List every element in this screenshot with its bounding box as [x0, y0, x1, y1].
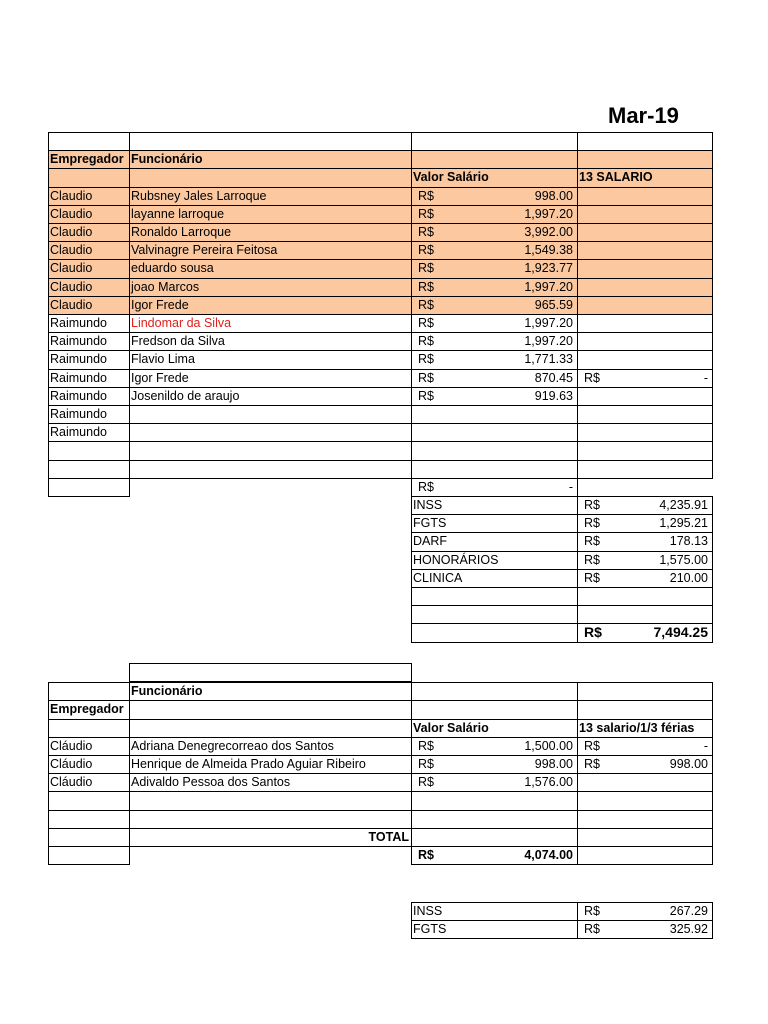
empty-cell[interactable]: [411, 460, 578, 479]
decimo-cell[interactable]: [577, 737, 713, 756]
amount-value: -: [568, 479, 573, 494]
valor-salario-cell[interactable]: [411, 332, 578, 351]
empty-cell[interactable]: [129, 441, 412, 460]
empty-cell[interactable]: [577, 587, 713, 606]
header-13-salario[interactable]: 13 SALARIO: [577, 168, 713, 187]
currency-symbol: R$: [584, 757, 600, 771]
empty-cell[interactable]: [129, 719, 412, 738]
valor-salario-cell[interactable]: [411, 278, 578, 297]
amount-value: -: [703, 738, 708, 753]
empty-cell[interactable]: [411, 810, 578, 829]
empty-cell[interactable]: [411, 150, 578, 169]
tax-label[interactable]: CLINICA: [411, 569, 578, 588]
decimo-cell[interactable]: [577, 423, 713, 442]
amount-value: 325.92: [669, 922, 708, 937]
decimo-cell[interactable]: [577, 755, 713, 774]
tax-value[interactable]: [577, 551, 713, 570]
amount-value: 998.00: [534, 757, 573, 771]
empty-cell[interactable]: [411, 132, 578, 151]
amount-value: 178.13: [669, 534, 708, 549]
valor-salario-cell[interactable]: [411, 773, 578, 792]
currency-symbol: R$: [584, 624, 602, 641]
amount-value: 1,500.00: [524, 738, 573, 753]
empty-cell[interactable]: [577, 682, 713, 701]
funcionario-cell[interactable]: Igor Frede: [129, 296, 412, 315]
currency-symbol: R$: [584, 516, 600, 531]
empty-cell[interactable]: [48, 810, 130, 829]
amount-value: 1,997.20: [524, 206, 573, 221]
currency-symbol: R$: [418, 848, 434, 862]
empty-cell[interactable]: [48, 846, 130, 865]
empty-cell[interactable]: [577, 132, 713, 151]
empregador-cell[interactable]: Raimundo: [48, 332, 130, 351]
amount-value: 3,992.00: [524, 225, 573, 239]
tax-value[interactable]: [577, 902, 713, 921]
tax-label[interactable]: FGTS: [411, 514, 578, 533]
currency-symbol: R$: [418, 297, 434, 312]
amount-value: 1,575.00: [659, 552, 708, 567]
decimo-cell[interactable]: [577, 187, 713, 206]
empregador-cell[interactable]: Claudio: [48, 241, 130, 260]
amount-value: 7,494.25: [653, 624, 708, 641]
total-2-cell[interactable]: [411, 846, 578, 865]
currency-symbol: R$: [584, 922, 600, 937]
valor-salario-cell[interactable]: [411, 737, 578, 756]
empty-cell[interactable]: [411, 700, 578, 719]
tax-value[interactable]: [577, 496, 713, 515]
currency-symbol: R$: [584, 738, 600, 753]
currency-symbol: R$: [418, 479, 434, 494]
currency-symbol: R$: [418, 352, 434, 367]
currency-symbol: R$: [584, 570, 600, 585]
decimo-cell[interactable]: [577, 205, 713, 224]
page-title: Mar-19: [608, 103, 679, 128]
amount-value: 210.00: [669, 570, 708, 585]
amount-value: 965.59: [534, 297, 573, 312]
empregador-cell[interactable]: Claudio: [48, 296, 130, 315]
empty-cell[interactable]: [48, 682, 130, 701]
decimo-cell[interactable]: [577, 223, 713, 242]
tax-label[interactable]: HONORÁRIOS: [411, 551, 578, 570]
tax-value[interactable]: [577, 532, 713, 551]
empty-cell[interactable]: [129, 791, 412, 810]
empty-cell[interactable]: [129, 132, 412, 151]
empregador-cell[interactable]: Cláudio: [48, 737, 130, 756]
currency-symbol: R$: [418, 316, 434, 330]
amount-value: 1,997.20: [524, 279, 573, 294]
decimo-cell[interactable]: [577, 773, 713, 792]
valor-salario-cell[interactable]: [411, 223, 578, 242]
currency-symbol: R$: [584, 370, 600, 385]
currency-symbol: R$: [418, 279, 434, 294]
decimo-cell[interactable]: [577, 387, 713, 406]
amount-value: 1,295.21: [659, 516, 708, 531]
funcionario-cell[interactable]: Fredson da Silva: [129, 332, 412, 351]
empregador-cell[interactable]: Cláudio: [48, 773, 130, 792]
decimo-cell[interactable]: [577, 405, 713, 424]
header-funcionario[interactable]: Funcionário: [129, 150, 412, 169]
amount-value: 267.29: [669, 904, 708, 918]
decimo-cell[interactable]: [577, 278, 713, 297]
empty-cell[interactable]: [129, 700, 412, 719]
currency-symbol: R$: [418, 370, 434, 385]
currency-symbol: R$: [418, 206, 434, 221]
amount-value: 1,923.77: [524, 261, 573, 276]
currency-symbol: R$: [418, 261, 434, 276]
header-empregador[interactable]: Empregador: [48, 150, 130, 169]
empty-cell[interactable]: [48, 168, 130, 187]
funcionario-cell[interactable]: joao Marcos: [129, 278, 412, 297]
decimo-cell[interactable]: [577, 314, 713, 333]
funcionario-cell[interactable]: Igor Frede: [129, 369, 412, 388]
valor-salario-cell[interactable]: [411, 405, 578, 424]
empregador-cell[interactable]: Claudio: [48, 259, 130, 278]
currency-symbol: R$: [418, 775, 434, 790]
empregador-cell[interactable]: Claudio: [48, 205, 130, 224]
amount-value: 4,074.00: [524, 848, 573, 862]
currency-symbol: R$: [418, 738, 434, 753]
amount-value: 1,997.20: [524, 334, 573, 349]
header-empregador-2[interactable]: Empregador: [48, 700, 130, 719]
empty-cell[interactable]: [411, 791, 578, 810]
empty-cell[interactable]: [577, 810, 713, 829]
currency-symbol: R$: [418, 243, 434, 258]
amount-value: 919.63: [534, 388, 573, 403]
empregador-cell[interactable]: Cláudio: [48, 755, 130, 774]
currency-symbol: R$: [584, 534, 600, 549]
subtotal-cell[interactable]: [411, 478, 578, 497]
header-13-salario-ferias[interactable]: 13 salario/1/3 férias: [577, 719, 713, 738]
tax-label[interactable]: FGTS: [411, 920, 578, 939]
empty-cell[interactable]: [577, 150, 713, 169]
currency-symbol: R$: [418, 188, 434, 203]
decimo-cell[interactable]: [577, 259, 713, 278]
valor-salario-cell[interactable]: [411, 369, 578, 388]
empregador-cell[interactable]: Raimundo: [48, 423, 130, 442]
valor-salario-cell[interactable]: [411, 755, 578, 774]
empty-cell[interactable]: [577, 441, 713, 460]
valor-salario-cell[interactable]: [411, 423, 578, 442]
funcionario-cell[interactable]: [129, 423, 412, 442]
empty-cell[interactable]: [129, 810, 412, 829]
amount-value: 1,771.33: [524, 352, 573, 367]
empty-cell[interactable]: [411, 441, 578, 460]
funcionario-cell[interactable]: [129, 405, 412, 424]
empty-cell[interactable]: [411, 828, 578, 847]
currency-symbol: R$: [418, 757, 434, 771]
header-funcionario-2[interactable]: Funcionário: [129, 682, 412, 701]
amount-value: 1,549.38: [524, 243, 573, 258]
empty-cell[interactable]: [48, 719, 130, 738]
tax-label[interactable]: INSS: [411, 902, 578, 921]
decimo-cell[interactable]: [577, 241, 713, 260]
empregador-cell[interactable]: Raimundo: [48, 350, 130, 369]
empty-cell[interactable]: [411, 623, 578, 642]
empty-cell[interactable]: [48, 460, 130, 479]
currency-symbol: R$: [418, 334, 434, 349]
empty-cell[interactable]: [577, 828, 713, 847]
amount-value: 1,576.00: [524, 775, 573, 790]
empty-cell[interactable]: [129, 168, 412, 187]
funcionario-cell[interactable]: layanne larroque: [129, 205, 412, 224]
empty-cell[interactable]: [411, 605, 578, 624]
currency-symbol: R$: [418, 225, 434, 239]
total-label[interactable]: TOTAL: [129, 828, 412, 847]
decimo-cell[interactable]: [577, 350, 713, 369]
valor-salario-cell[interactable]: [411, 205, 578, 224]
funcionario-cell[interactable]: Valvinagre Pereira Feitosa: [129, 241, 412, 260]
empty-cell[interactable]: [48, 132, 130, 151]
valor-salario-cell[interactable]: [411, 241, 578, 260]
empregador-cell[interactable]: Raimundo: [48, 405, 130, 424]
empregador-cell[interactable]: Claudio: [48, 187, 130, 206]
empty-cell[interactable]: [129, 460, 412, 479]
currency-symbol: R$: [418, 388, 434, 403]
grand-total-cell[interactable]: [577, 623, 713, 642]
header-valor-salario[interactable]: Valor Salário: [411, 168, 578, 187]
empty-cell[interactable]: [48, 441, 130, 460]
empty-cell[interactable]: [411, 682, 578, 701]
empty-cell[interactable]: [129, 663, 412, 682]
empty-cell[interactable]: [577, 846, 713, 865]
amount-value: 1,997.20: [524, 316, 573, 330]
funcionario-cell[interactable]: Henrique de Almeida Prado Aguiar Ribeiro: [129, 755, 412, 774]
valor-salario-cell[interactable]: [411, 259, 578, 278]
currency-symbol: R$: [584, 904, 600, 918]
funcionario-cell[interactable]: Rubsney Jales Larroque: [129, 187, 412, 206]
valor-salario-cell[interactable]: [411, 187, 578, 206]
empty-cell[interactable]: [577, 605, 713, 624]
amount-value: 998.00: [534, 188, 573, 203]
decimo-cell[interactable]: [577, 332, 713, 351]
empty-cell[interactable]: [48, 828, 130, 847]
empty-cell[interactable]: [577, 700, 713, 719]
currency-symbol: R$: [584, 498, 600, 512]
empty-cell[interactable]: [577, 460, 713, 479]
funcionario-cell[interactable]: Lindomar da Silva: [129, 314, 412, 333]
empty-cell[interactable]: [48, 791, 130, 810]
funcionario-cell[interactable]: Josenildo de araujo: [129, 387, 412, 406]
funcionario-cell[interactable]: Flavio Lima: [129, 350, 412, 369]
amount-value: 4,235.91: [659, 498, 708, 512]
empregador-cell[interactable]: Claudio: [48, 223, 130, 242]
valor-salario-cell[interactable]: [411, 296, 578, 315]
valor-salario-cell[interactable]: [411, 314, 578, 333]
funcionario-cell[interactable]: Adriana Denegrecorreao dos Santos: [129, 737, 412, 756]
decimo-cell[interactable]: [577, 296, 713, 315]
empregador-cell[interactable]: Raimundo: [48, 387, 130, 406]
amount-value: 870.45: [534, 370, 573, 385]
empregador-cell[interactable]: Raimundo: [48, 314, 130, 333]
empty-cell[interactable]: [48, 478, 130, 497]
tax-label[interactable]: INSS: [411, 496, 578, 515]
currency-symbol: R$: [584, 552, 600, 567]
header-valor-salario-2[interactable]: Valor Salário: [411, 719, 578, 738]
empregador-cell[interactable]: Claudio: [48, 278, 130, 297]
amount-value: 998.00: [669, 757, 708, 771]
empty-cell[interactable]: [577, 791, 713, 810]
empregador-cell[interactable]: Raimundo: [48, 369, 130, 388]
tax-value[interactable]: [577, 920, 713, 939]
amount-value: -: [703, 370, 708, 385]
valor-salario-cell[interactable]: [411, 387, 578, 406]
empty-cell[interactable]: [411, 587, 578, 606]
tax-label[interactable]: DARF: [411, 532, 578, 551]
tax-value[interactable]: [577, 569, 713, 588]
valor-salario-cell[interactable]: [411, 350, 578, 369]
funcionario-cell[interactable]: Adivaldo Pessoa dos Santos: [129, 773, 412, 792]
funcionario-cell[interactable]: Ronaldo Larroque: [129, 223, 412, 242]
tax-value[interactable]: [577, 514, 713, 533]
decimo-cell[interactable]: [577, 369, 713, 388]
funcionario-cell[interactable]: eduardo sousa: [129, 259, 412, 278]
